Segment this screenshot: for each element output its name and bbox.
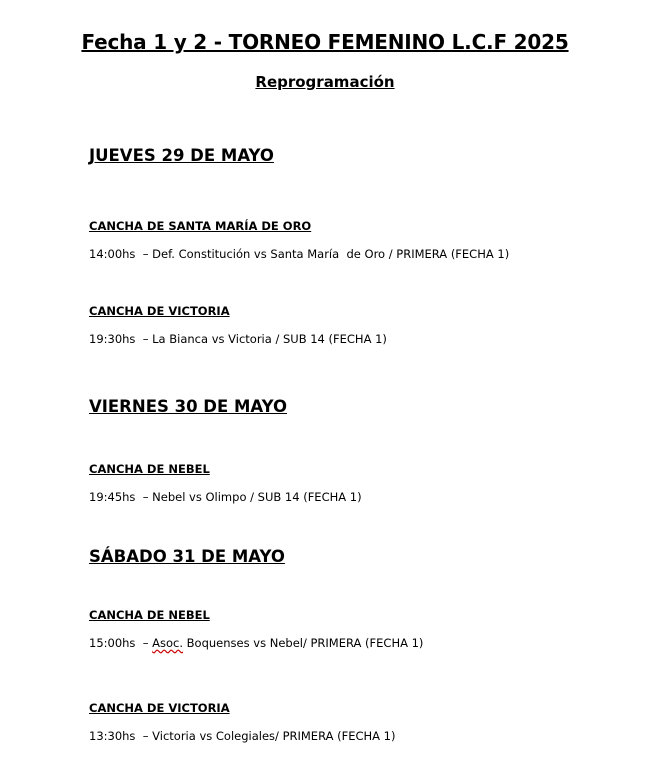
venue-victoria: CANCHA DE VICTORIA bbox=[89, 701, 230, 715]
match-time: 15:00hs bbox=[89, 636, 136, 650]
document-title: Fecha 1 y 2 - TORNEO FEMENINO L.C.F 2025 bbox=[81, 30, 569, 54]
venue-nebel: CANCHA DE NEBEL bbox=[89, 608, 210, 622]
venue-victoria: CANCHA DE VICTORIA bbox=[89, 304, 230, 318]
spellcheck-flagged-word: Asoc. bbox=[152, 636, 184, 650]
match-detail-rest: Boquenses vs Nebel/ PRIMERA (FECHA 1) bbox=[183, 636, 424, 650]
venue-santa-maria-de-oro: CANCHA DE SANTA MARÍA DE ORO bbox=[89, 219, 312, 233]
match-time: 14:00hs bbox=[89, 247, 136, 261]
match-time: 19:45hs bbox=[89, 490, 136, 504]
match-line bbox=[89, 729, 396, 743]
document-subtitle: Reprogramación bbox=[255, 73, 395, 91]
match-line bbox=[89, 247, 509, 261]
match-line bbox=[89, 490, 362, 504]
venue-nebel: CANCHA DE NEBEL bbox=[89, 462, 210, 476]
day-heading-saturday: SÁBADO 31 DE MAYO bbox=[89, 547, 285, 566]
match-line bbox=[89, 636, 423, 650]
day-heading-thursday: JUEVES 29 DE MAYO bbox=[89, 146, 274, 165]
match-detail: – La Bianca vs Victoria / SUB 14 (FECHA 1) bbox=[135, 332, 387, 346]
match-detail: – Nebel vs Olimpo / SUB 14 (FECHA 1) bbox=[135, 490, 362, 504]
match-detail: – Def. Constitución vs Santa María de Oro / PRIMERA (FECHA 1) bbox=[135, 247, 510, 261]
match-line bbox=[89, 332, 387, 346]
day-heading-friday: VIERNES 30 DE MAYO bbox=[89, 397, 288, 416]
match-time: 19:30hs bbox=[89, 332, 136, 346]
match-detail: – Victoria vs Colegiales/ PRIMERA (FECHA 1) bbox=[135, 729, 396, 743]
match-time: 13:30hs bbox=[89, 729, 136, 743]
match-detail-prefix: – bbox=[135, 636, 153, 650]
